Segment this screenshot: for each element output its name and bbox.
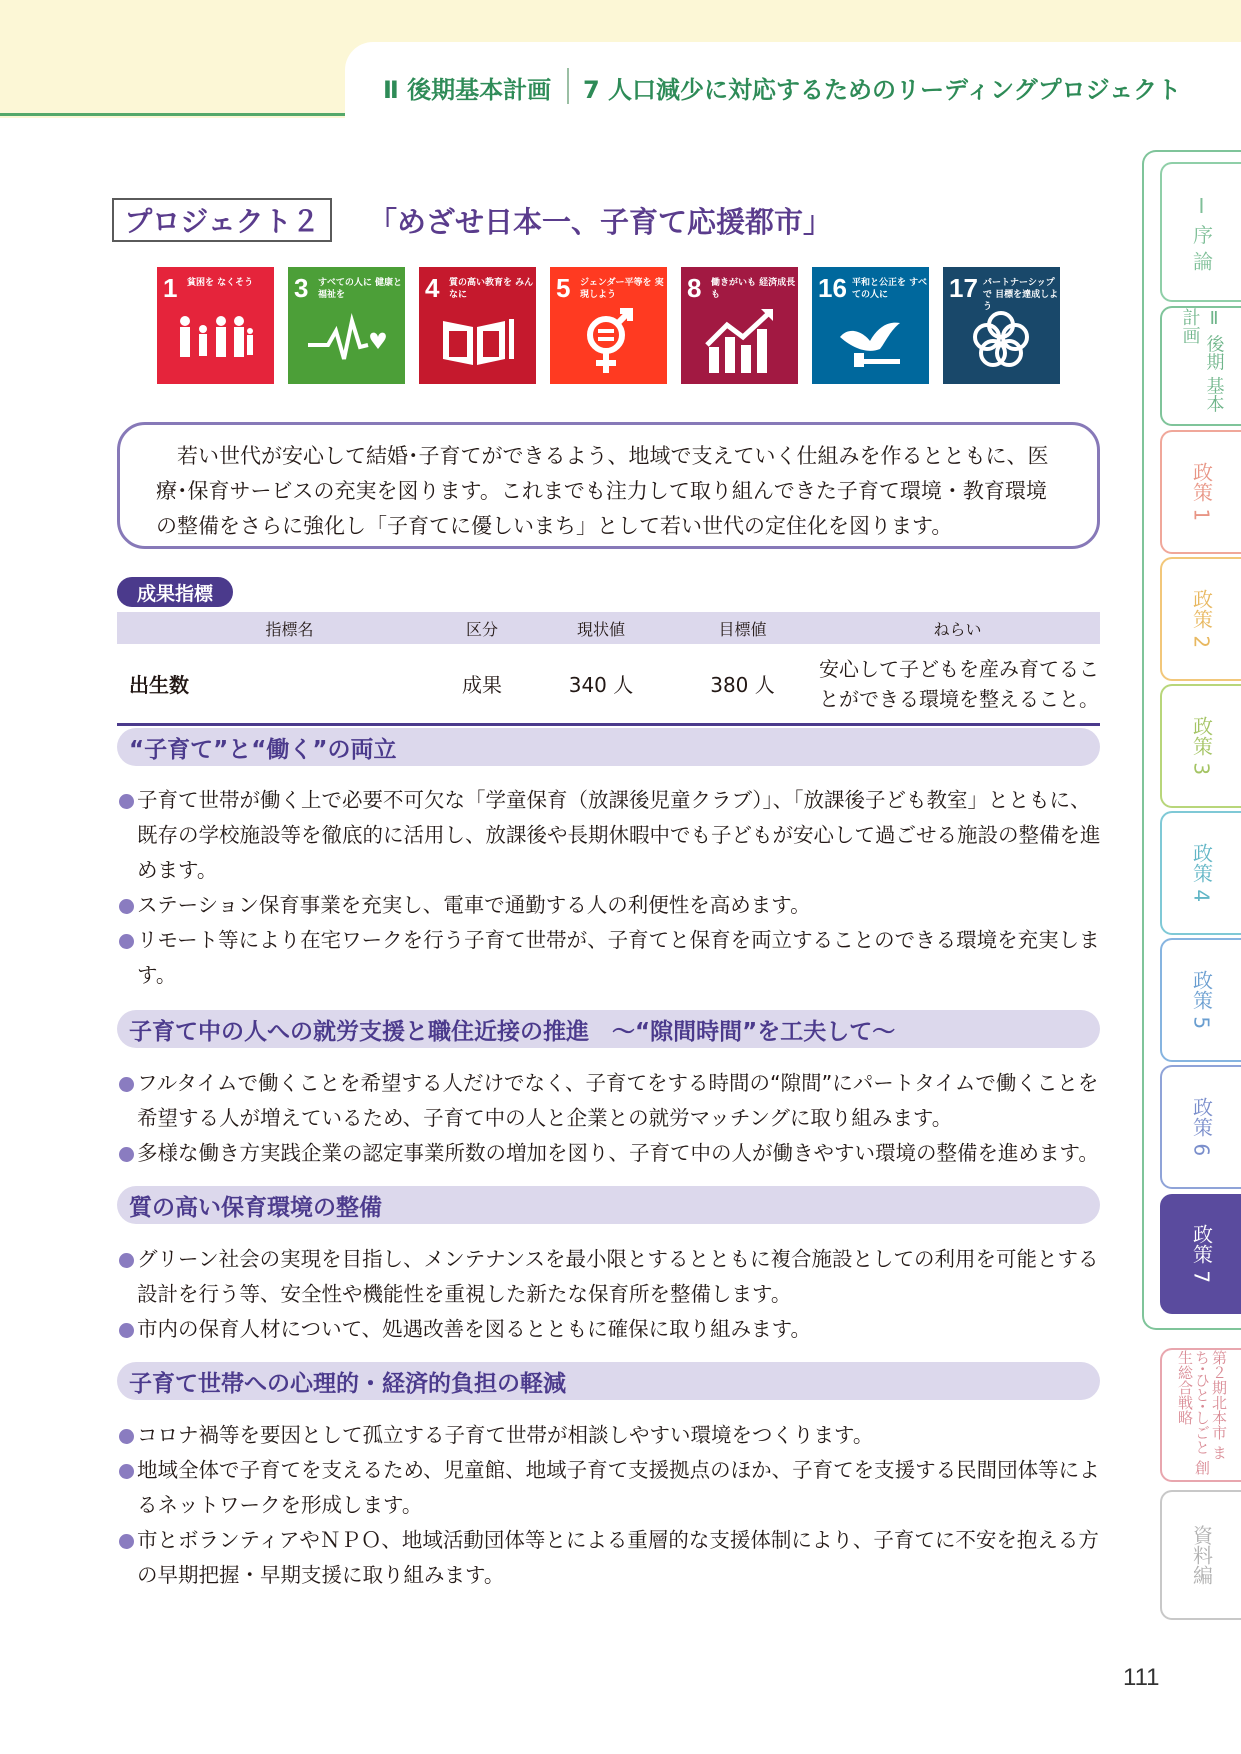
project-label: プロジェクト２ [112,198,332,242]
kpi-cell-current: 340 人 [568,673,634,697]
family-icon [175,307,255,375]
kpi-table [117,612,1100,726]
sdg-1-icon [157,267,274,384]
list-item: グリーン社会の実現を目指し、メンテナンスを最小限とするとともに複合施設としての利用を可能とする設計を行う等、安全性や機能性を重視した新たな保育所を整備します。 [117,1242,1107,1312]
side-tab-intro[interactable] [1160,162,1241,302]
side-tab-label: 政策 5 [1189,970,1214,1030]
book-icon [437,307,517,375]
gender-equality-icon [568,307,648,375]
side-tab-label: 政策 2 [1189,589,1214,649]
sdg-number: 17 [949,273,978,303]
list-item: 多様な働き方実践企業の認定事業所数の増加を図り、子育て中の人が働きやすい環境の整備を進めます。 [117,1136,1107,1171]
list-item: 子育て世帯が働く上で必要不可欠な「学童保育（放課後児童クラブ）」、「放課後子ども教室」とともに、既存の学校施設等を徹底的に活用し、放課後や長期休暇中でも子どもが安心して過ごせる施設の整備を進めます。 [117,783,1107,888]
side-tab-policy-3[interactable] [1160,684,1241,808]
side-tab-policy-6[interactable] [1160,1065,1241,1189]
side-tab-label: Ⅱ 後期 基本計画 [1179,308,1225,413]
side-tab-strategy[interactable] [1160,1348,1241,1482]
kpi-header-row [117,612,1100,644]
kpi-tag: 成果指標 [117,577,233,607]
side-tab-appendix[interactable] [1160,1490,1241,1620]
page-number: 111 [1123,1664,1160,1691]
sdg-number: 4 [425,273,440,303]
sdg-4-icon [419,267,536,384]
side-tab-label: 資料編 [1189,1525,1214,1585]
sdg-number: 3 [294,273,309,303]
kpi-cell-aim: 安心して子どもを産み育てることができる環境を整えること。 [819,656,1099,711]
kpi-header-cell: 現状値 [576,619,625,639]
side-tab-basic-plan[interactable] [1160,306,1241,426]
list-item: 地域全体で子育てを支えるため、児童館、地域子育て支援拠点のほか、子育てを支援する民間団体等によるネットワークを形成します。 [117,1453,1107,1523]
kpi-header-cell: 指標名 [265,619,314,639]
flower-rings-icon [961,307,1041,375]
list-item: 市とボランティアやＮＰＯ、地域活動団体等とによる重層的な支援体制により、子育てに不安を抱える方の早期把握・早期支援に取り組みます。 [117,1523,1107,1593]
header-rule [0,113,345,116]
sdg-16-icon [812,267,929,384]
intro-text: 若い世代が安心して結婚･子育てができるよう、地域で支えていく仕組みを作るとともに、医療･保育サービスの充実を図ります。これまでも注力して取り組んできた子育て環境・教育環境の整備をさらに強化し「子育てに優しいまち」として若い世代の定住化を図ります。 [156,444,1049,538]
list-item: コロナ禍等を要因として孤立する子育て世帯が相談しやすい環境をつくります。 [117,1418,1107,1453]
sdg-caption: パートナーシップで 目標を達成しよう [983,278,1059,312]
section-heading: 質の高い保育環境の整備 [117,1186,1100,1224]
sdg-5-icon [550,267,667,384]
kpi-header-cell: ねらい [933,619,982,639]
side-tab-label: 第２期北本市 まち･ひと･しごと 創生総合戦略 [1176,1350,1228,1475]
list-item: 市内の保育人材について、処遇改善を図るとともに確保に取り組みます。 [117,1312,1107,1347]
section-bullets [117,1418,1107,1593]
sdg-caption: 貧困を なくそう [187,278,254,288]
side-tab-label: 政策 6 [1189,1097,1214,1157]
sdg-number: 5 [556,273,571,303]
sdg-3-icon [288,267,405,384]
list-item: リモート等により在宅ワークを行う子育て世帯が、子育てと保育を両立することのできる環境を充実します。 [117,923,1107,993]
sdg-caption: ジェンダー平等を 実現しよう [580,278,664,300]
sdg-caption: 質の高い教育を みんなに [449,278,534,300]
kpi-cell-category: 成果 [462,673,502,697]
growth-chart-icon [699,307,779,375]
side-tab-policy-5[interactable] [1160,938,1241,1062]
kpi-cell-target: 380 人 [710,673,775,697]
project-title: 「めざせ日本一、子育て応援都市」 [368,205,833,239]
side-tab-label: 政策 3 [1189,716,1214,776]
section-heading: 子育て中の人への就労支援と職住近接の推進 ～“隙間時間”を工夫して～ [117,1010,1100,1048]
sdg-caption: すべての人に 健康と福祉を [318,278,402,300]
sdg-number: 1 [163,273,178,303]
kpi-cell-name: 出生数 [129,673,189,697]
dove-icon [830,307,910,375]
kpi-header-cell: 区分 [465,619,498,639]
heartbeat-icon [306,307,386,375]
sdg-8-icon [681,267,798,384]
side-tab-label: 政策 4 [1189,843,1214,903]
side-tab-policy-4[interactable] [1160,811,1241,935]
section-heading: 子育て世帯への心理的・経済的負担の軽減 [117,1362,1100,1400]
intro-box [117,422,1100,549]
sdg-17-icon [943,267,1060,384]
side-tab-label: Ⅰ 序 論 [1189,193,1214,271]
sdg-number: 16 [818,273,847,303]
side-tab-policy-7[interactable] [1160,1194,1241,1314]
section-heading: “子育て”と“働く”の両立 [117,728,1100,766]
side-tab-policy-1[interactable] [1160,430,1241,554]
side-tab-policy-2[interactable] [1160,557,1241,681]
header-part: Ⅱ 後期基本計画 [383,76,552,104]
table-row [117,644,1100,726]
sdg-caption: 平和と公正を すべての人に [852,278,927,300]
sdg-caption: 働きがいも 経済成長も [711,278,796,300]
sdg-number: 8 [687,273,702,303]
kpi-header-cell: 目標値 [718,619,767,639]
list-item: ステーション保育事業を充実し、電車で通勤する人の利便性を高めます。 [117,888,1107,923]
header-chapter: 7 人口減少に対応するためのリーディングプロジェクト [583,76,1182,104]
header-separator [567,68,569,104]
section-bullets [117,783,1107,993]
list-item: フルタイムで働くことを希望する人だけでなく、子育てをする時間の“隙間”にパートタイムで働くことを希望する人が増えているため、子育て中の人と企業との就労マッチングに取り組みます。 [117,1066,1107,1136]
side-tab-label: 政策 1 [1189,462,1214,522]
section-bullets [117,1242,1107,1347]
section-bullets [117,1066,1107,1171]
side-tab-label: 政策 7 [1189,1224,1214,1284]
